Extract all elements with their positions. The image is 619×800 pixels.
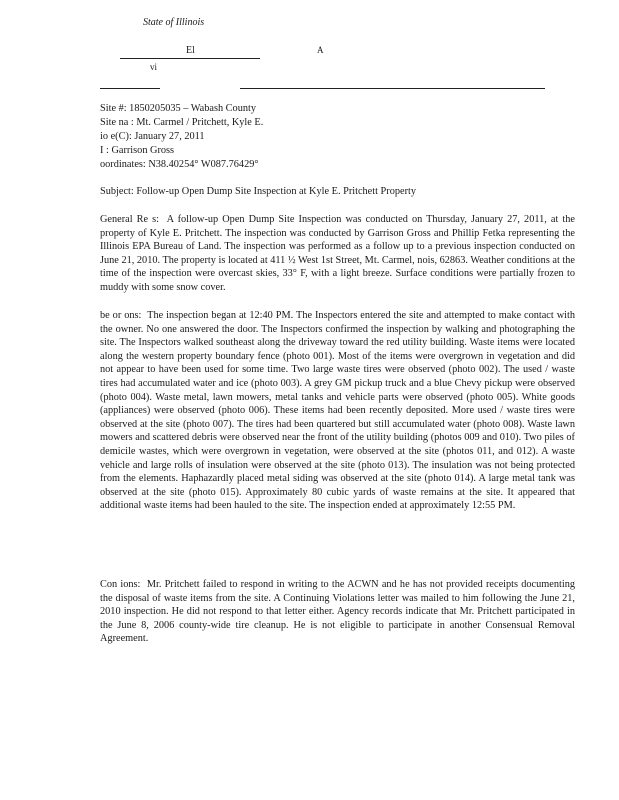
state-heading: State of Illinois (143, 17, 205, 28)
inspection-date: io e(C): January 27, 2011 (100, 131, 205, 142)
site-number: Site #: 1850205035 – Wabash County (100, 103, 257, 114)
observations-label: be or ons: (100, 310, 142, 321)
observations-paragraph (100, 309, 575, 513)
letterhead-rule-1 (120, 58, 260, 59)
agency-fragment-b: A (317, 45, 324, 55)
letterhead-rule-2 (100, 88, 160, 89)
inspector: I : Garrison Gross (100, 145, 175, 156)
agency-fragment-c: vi (150, 62, 158, 72)
conclusions-label: Con ions: (100, 579, 141, 590)
letterhead-rule-3 (240, 88, 545, 89)
conclusions-paragraph (100, 578, 575, 646)
site-name: Site na : Mt. Carmel / Pritchett, Kyle E. (100, 117, 264, 128)
conclusions-text: Mr. Pritchett failed to respond in writing to the ACWN and he has not provided receipts documenting the disposal of waste items from the site. A Continuing Violations letter was mailed to him following the June 21, 2010 inspection. He did not respond to that letter either. Agency records indicate that Mr. Pritchett participated in the June 8, 2006 county-wide tire cleanup. He is not eligible to participate in another Consensual Removal Agreement. (100, 579, 576, 645)
subject-line: Subject: Follow-up Open Dump Site Inspection at Kyle E. Pritchett Property (100, 186, 417, 197)
general-remarks-paragraph (100, 213, 575, 295)
agency-fragment-a: El (186, 45, 195, 56)
coordinates: oordinates: N38.40254° W087.76429° (100, 159, 259, 170)
general-remarks-label: General Re s: (100, 214, 160, 225)
general-remarks-text: A follow-up Open Dump Site Inspection was conducted on Thursday, January 27, 2011, at the property of Kyle E. Pritchett. The inspection was conducted by Garrison Gross and Phillip Fetka representing the Illinois EPA Bureau of Land. The inspection was performed as a follow up to a previous inspection conducted on June 21, 2010. The property is located at 411 ½ West 1st Street, Mt. Carmel, nois, 62863. Weather conditions at the time of the inspection were overcast skies, 33° F, with a light breeze. Surface conditions were partially frozen to muddy with some snow cover. (100, 214, 575, 293)
observations-text: The inspection began at 12:40 PM. The Inspectors entered the site and attempted to make contact with the owner. No one answered the door. The Inspectors confirmed the inspection by walking and photographing the site. The Inspectors walked southeast along the driveway toward the red utility building. Waste items were located along the western property boundary fence (photo 001). Most of the items were overgrown in vegetation and did not appear to have been used for some time. Two large waste tires were observed (photo 002). The used / waste tires had accumulated water and ice (photo 003). A grey GM pickup truck and a blue Chevy pickup were observed (photo 004). Waste metal, lawn mowers, metal tanks and vehicle parts were observed (photo 005). White goods (appliances) were observed (photo 006). These items had been recently deposited. More used / waste tires were observed at the site (photo 007). The tires had been quartered but still accumulated water (photo 008). Waste lawn mowers and scattered debris were observed near the front of the utility building (photos 009 and 010). Two piles of demicile wastes, which were overgrown in vegetation, were observed at the site (photos 011, and 012). A waste vehicle and large rolls of insulation were observed at the site (photo 013). The insulation was not being protected from the elements. Haphazardly placed metal siding was observed at the site (photo 014). A large metal tank was observed at the site (photo 015). Approximately 80 cubic yards of waste remains at the site. It appeared that additional waste items had been hauled to the site. The inspection ended at approximately 12:55 PM. (100, 310, 576, 512)
